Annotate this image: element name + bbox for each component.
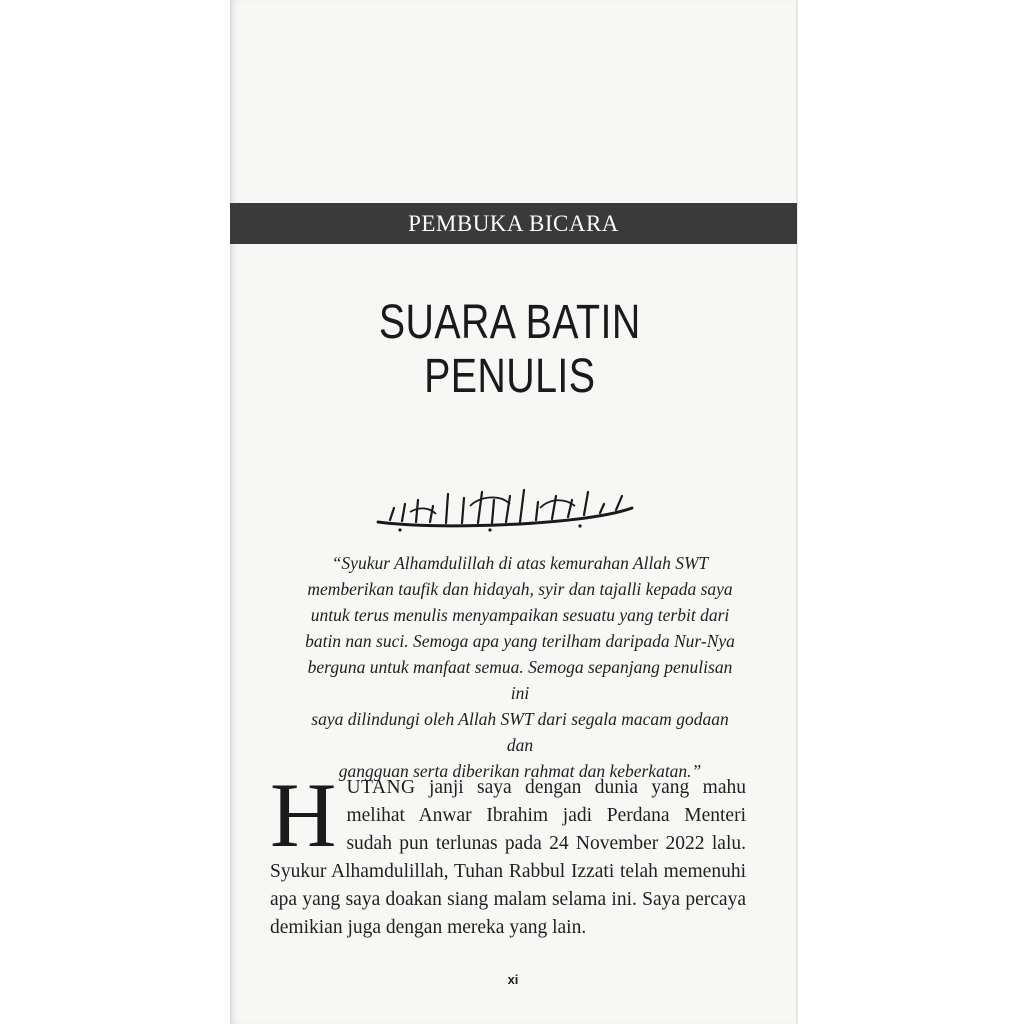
quote-line: “Syukur Alhamdulillah di atas kemurahan Allah SWT	[331, 553, 709, 573]
chapter-title-line2: PENULIS	[424, 350, 596, 403]
section-banner	[230, 203, 797, 244]
banner-label: PEMBUKA BICARA	[400, 211, 627, 237]
basmalah-calligraphy	[370, 486, 640, 534]
quote-line: gangguan serta diberikan rahmat dan keberkatan.”	[338, 761, 702, 781]
paragraph-text: janji saya dengan dunia yang mahu melihat Anwar Ibrahim jadi Perdana Menteri sudah pun terlunas pada 24 November 2022 lalu. Syukur Alhamdulillah, Tuhan Rabbul Izzati telah memenuhi apa yang saya doakan siang malam selama ini. Saya percaya demikian juga dengan mereka yang lain.	[270, 777, 746, 938]
epigraph-quote	[300, 550, 740, 784]
chapter-title-line1: SUARA BATIN	[378, 296, 641, 349]
page-edge	[796, 0, 798, 1024]
page-number: xi	[507, 972, 519, 987]
drop-cap: H	[270, 764, 337, 866]
quote-line: memberikan taufik dan hidayah, syir dan tajalli kepada saya	[307, 579, 733, 599]
lead-word: UTANG	[346, 777, 416, 798]
quote-line: untuk terus menulis menyampaikan sesuatu yang terbit dari	[310, 605, 730, 625]
banner-label-wrap	[230, 203, 797, 244]
quote-line: batin nan suci. Semoga apa yang terilham daripada Nur-Nya	[305, 631, 735, 651]
chapter-title	[278, 296, 742, 404]
quote-line: saya dilindungi oleh Allah SWT dari segala macam godaan dan	[311, 709, 729, 755]
quote-line: berguna untuk manfaat semua. Semoga sepanjang penulisan ini	[307, 657, 733, 703]
